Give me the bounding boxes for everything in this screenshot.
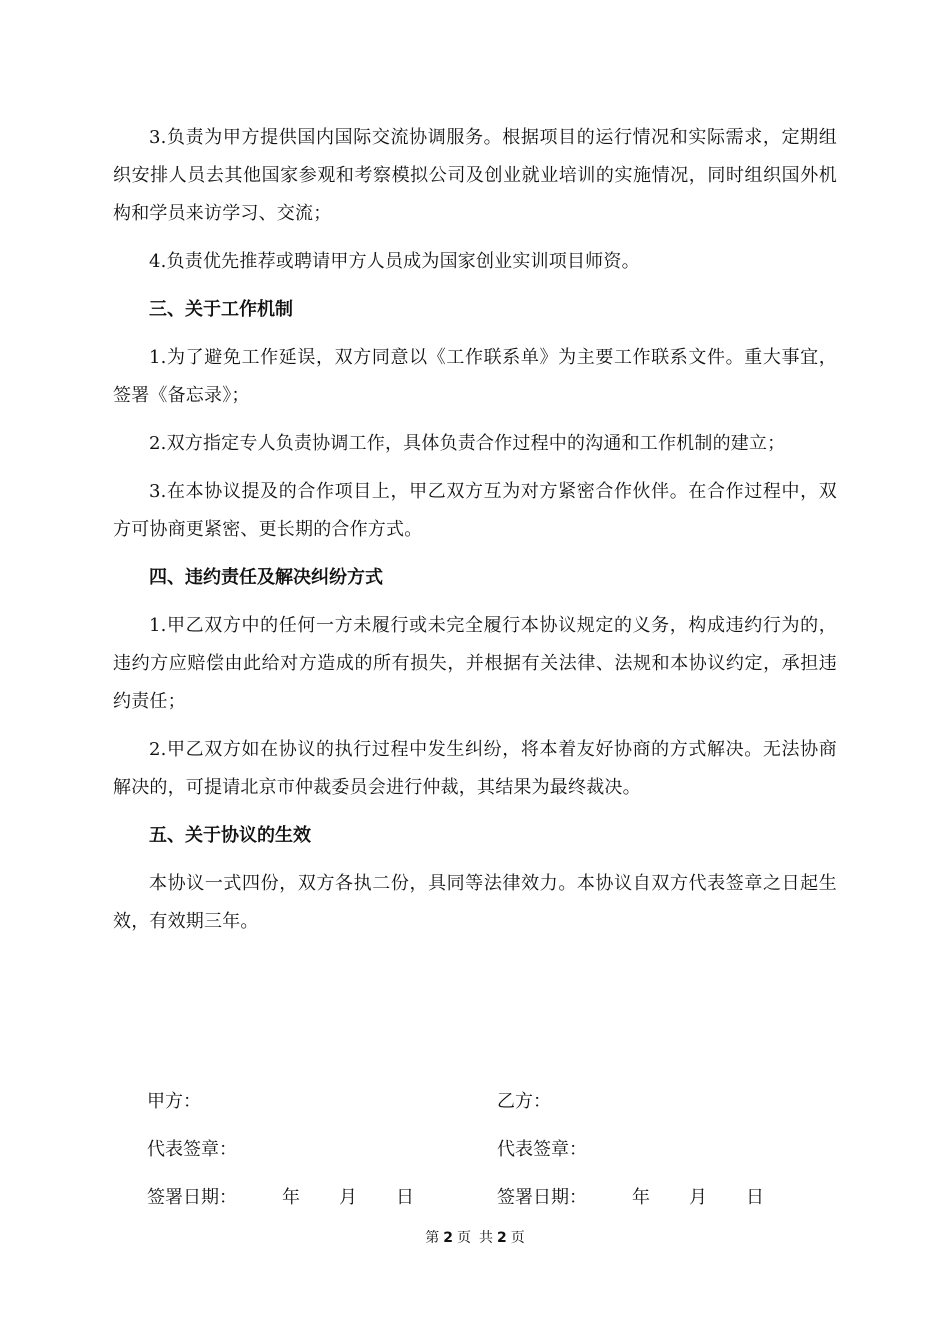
section4-item-1: 1.甲乙双方中的任何一方未履行或未完全履行本协议规定的义务，构成违约行为的，违约方应赔偿由此给对方造成的所有损失，并根据有关法律、法规和本协议约定，承担违约责任； — [113, 615, 837, 712]
section-heading-5: 五、关于协议的生效 — [149, 825, 311, 846]
footer-page-word: 页 — [457, 1230, 471, 1246]
section3-item-2: 2.双方指定专人负责协调工作，具体负责合作过程中的沟通和工作机制的建立； — [149, 433, 786, 454]
signature-party-row — [147, 1078, 847, 1126]
date-b-month: 月 — [689, 1187, 707, 1208]
section5-text: 本协议一式四份，双方各执二份，具同等法律效力。本协议自双方代表签章之日起生效，有效期三年。 — [113, 873, 837, 932]
date-a-label: 签署日期： — [147, 1187, 237, 1208]
section-heading-3: 三、关于工作机制 — [149, 299, 293, 320]
footer-prefix: 第 — [425, 1230, 440, 1246]
date-b-day: 日 — [746, 1187, 764, 1208]
paragraph-item-4: 4.负责优先推荐或聘请甲方人员成为国家创业实训项目师资。 — [149, 251, 640, 272]
date-b-label: 签署日期： — [497, 1187, 587, 1208]
section4-item-2: 2.甲乙双方如在协议的执行过程中发生纠纷，将本着友好协商的方式解决。无法协商解决的，可提请北京市仲裁委员会进行仲裁，其结果为最终裁决。 — [113, 739, 837, 798]
signature-block — [147, 1078, 847, 1222]
footer-total-word: 共 — [479, 1230, 493, 1246]
party-b-label: 乙方： — [497, 1091, 551, 1112]
footer-suffix: 页 — [510, 1230, 525, 1246]
section3-item-1: 1.为了避免工作延误，双方同意以《工作联系单》为主要工作联系文件。重大事宜，签署《备忘录》； — [113, 347, 837, 406]
party-a-label: 甲方： — [147, 1091, 201, 1112]
document-body — [113, 119, 837, 941]
footer-current-page: 2 — [443, 1230, 453, 1246]
signature-date-row — [147, 1174, 847, 1222]
footer-total-pages: 2 — [497, 1230, 507, 1246]
date-a-month: 月 — [339, 1187, 357, 1208]
rep-b-label: 代表签章： — [497, 1139, 587, 1160]
paragraph-item-3: 3.负责为甲方提供国内国际交流协调服务。根据项目的运行情况和实际需求，定期组织安排人员去其他国家参观和考察模拟公司及创业就业培训的实施情况，同时组织国外机构和学员来访学习、交流； — [113, 127, 837, 224]
signature-rep-row — [147, 1126, 847, 1174]
date-b-year: 年 — [632, 1187, 650, 1208]
section-heading-4: 四、违约责任及解决纠纷方式 — [149, 567, 383, 588]
section3-item-3: 3.在本协议提及的合作项目上，甲乙双方互为对方紧密合作伙伴。在合作过程中，双方可协商更紧密、更长期的合作方式。 — [113, 481, 837, 540]
page-footer — [0, 1228, 950, 1248]
rep-a-label: 代表签章： — [147, 1139, 237, 1160]
date-a-day: 日 — [396, 1187, 414, 1208]
date-a-year: 年 — [282, 1187, 300, 1208]
